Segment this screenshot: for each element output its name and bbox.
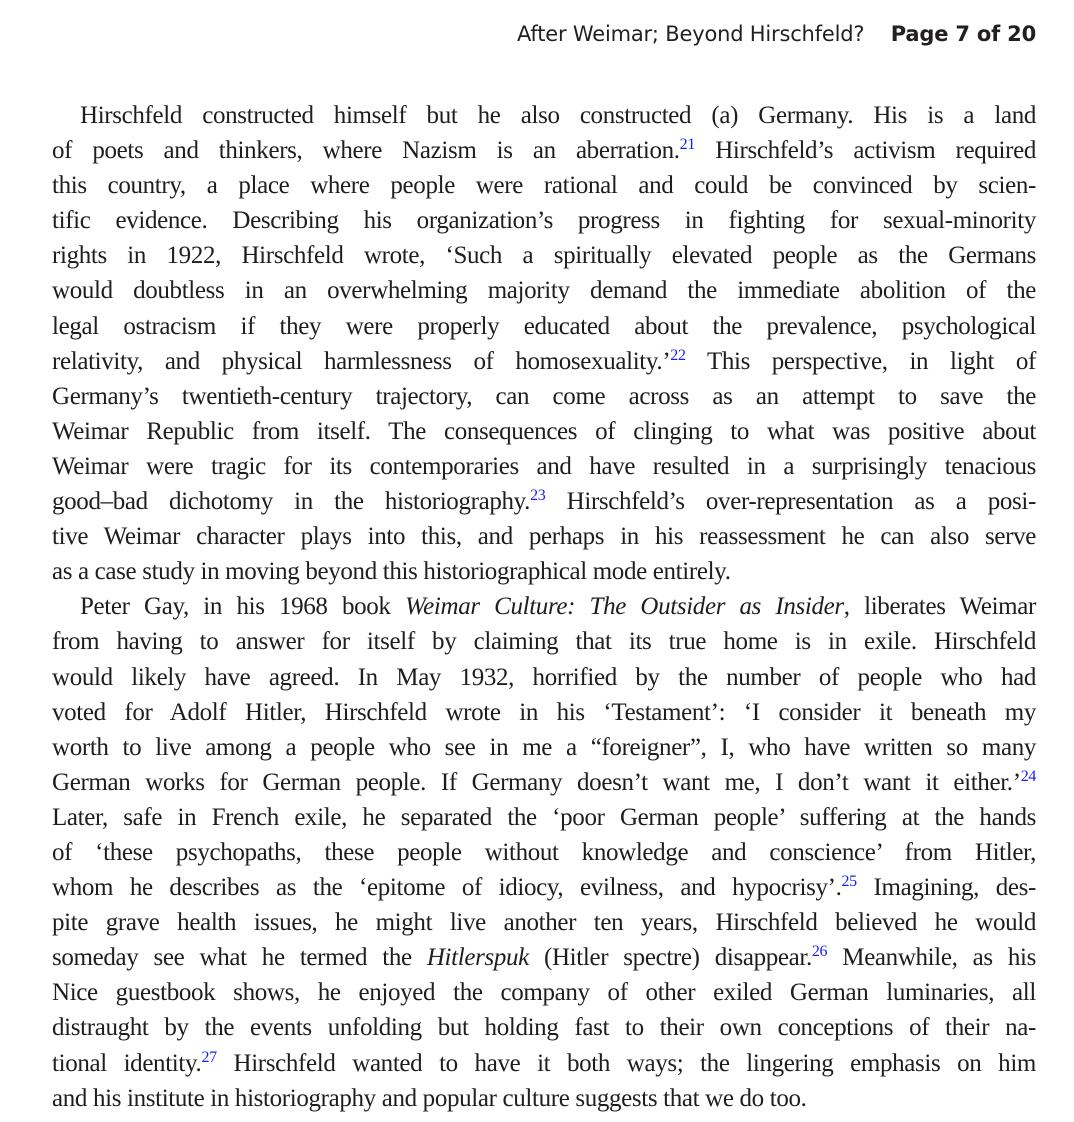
text-segment: (Hitler spectre) disappear. [528, 944, 812, 972]
text-line [52, 168, 1036, 203]
text-segment: as a case study in moving beyond this historiographical mode entirely. [52, 558, 731, 586]
text-segment: would likely have agreed. In May 1932, horrified by the number of people who had [52, 663, 1036, 691]
italic-title: Weimar Culture: The Outsider as Insider [404, 593, 844, 621]
text-segment: Later, safe in French exile, he separated the ‘poor German people’ suffering at the hands [52, 803, 1036, 831]
text-line [52, 624, 1036, 659]
text-segment: of ‘these psychopaths, these people without knowledge and conscience’ from Hitler, [52, 838, 1036, 866]
footnote-ref-22[interactable]: 22 [670, 346, 686, 364]
text-line [52, 695, 1036, 730]
text-segment: would doubtless in an overwhelming majority demand the immediate abolition of the [52, 277, 1036, 305]
text-line [52, 905, 1036, 940]
text-segment: Hirschfeld wanted to have it both ways; the lingering emphasis on him [216, 1049, 1037, 1077]
text-segment: of poets and thinkers, where Nazism is an aberration. [52, 137, 680, 165]
text-segment: Weimar Republic from itself. The consequences of clinging to what was positive about [52, 417, 1036, 445]
text-segment: this country, a place where people were rational and could be convinced by scien- [52, 172, 1036, 200]
running-header [517, 22, 1036, 46]
text-segment: from having to answer for itself by claiming that its true home is in exile. Hirschfeld [52, 628, 1036, 656]
paragraph [52, 589, 1036, 1115]
text-line [52, 519, 1036, 554]
text-line [52, 589, 1036, 624]
footnote-ref-21[interactable]: 21 [679, 136, 695, 154]
text-segment: tive Weimar character plays into this, and perhaps in his reassessment he can also serve [52, 523, 1036, 551]
text-line [52, 414, 1036, 449]
text-segment: relativity, and physical harmlessness of homosexuality.’ [52, 347, 671, 375]
text-line [52, 238, 1036, 273]
text-segment: Weimar were tragic for its contemporaries and have resulted in a surprisingly tenacious [52, 452, 1036, 480]
footnote-ref-23[interactable]: 23 [530, 487, 546, 505]
text-segment: German works for German people. If Germany doesn’t want me, I don’t want it either.’ [52, 768, 1021, 796]
text-line [52, 730, 1036, 765]
text-line [52, 309, 1036, 344]
text-segment: rights in 1922, Hirschfeld wrote, ‘Such a spiritually elevated people as the Germans [52, 242, 1036, 270]
text-line [52, 98, 1036, 133]
text-line [52, 940, 1036, 975]
text-line [52, 484, 1036, 519]
text-line [52, 273, 1036, 308]
text-segment: whom he describes as the ‘epitome of idiocy, evilness, and hypocrisy’. [52, 874, 842, 902]
text-segment: Hirschfeld’s over-representation as a posi- [545, 488, 1037, 516]
running-title: After Weimar; Beyond Hirschfeld? [516, 22, 865, 46]
footnote-ref-27[interactable]: 27 [201, 1048, 217, 1066]
text-segment: Imagining, des- [856, 874, 1037, 902]
text-line [52, 449, 1036, 484]
text-segment: legal ostracism if they were properly educated about the prevalence, psychological [52, 312, 1036, 340]
text-segment: Hirschfeld’s activism required [694, 137, 1036, 165]
text-line [52, 203, 1036, 238]
text-segment: good–bad dichotomy in the historiography. [52, 488, 531, 516]
text-line [52, 344, 1036, 379]
text-line [52, 379, 1036, 414]
text-segment: Germany’s twentieth-century trajectory, can come across as an attempt to save the [52, 382, 1036, 410]
text-line [52, 133, 1036, 168]
text-segment: Peter Gay, in his 1968 book [80, 593, 405, 621]
paragraph [52, 98, 1036, 589]
text-segment: tional identity. [52, 1049, 202, 1077]
text-line [52, 1010, 1036, 1045]
footnote-ref-25[interactable]: 25 [841, 873, 857, 891]
text-segment: This perspective, in light of [685, 347, 1036, 375]
footnote-ref-26[interactable]: 26 [811, 943, 828, 961]
text-segment: someday see what he termed the [52, 944, 427, 972]
italic-title: Hitlerspuk [426, 944, 529, 972]
text-segment: tific evidence. Describing his organization’s progress in fighting for sexual-minority [52, 207, 1036, 235]
text-segment: Nice guestbook shows, he enjoyed the company of other exiled German luminaries, all [52, 979, 1036, 1007]
text-line [52, 765, 1036, 800]
text-segment: , liberates Weimar [843, 593, 1036, 621]
text-line [52, 554, 1036, 589]
text-segment: voted for Adolf Hitler, Hirschfeld wrote in his ‘Testament’: ‘I consider it beneath my [52, 698, 1036, 726]
document-body [52, 98, 1036, 1116]
text-segment: pite grave health issues, he might live another ten years, Hirschfeld believed he would [52, 909, 1036, 937]
text-segment: Hirschfeld constructed himself but he also constructed (a) Germany. His is a land [80, 102, 1036, 129]
text-line [52, 660, 1036, 695]
text-segment: distraught by the events unfolding but holding fast to their own conceptions of their na- [52, 1014, 1036, 1042]
text-line [52, 800, 1036, 835]
footnote-ref-24[interactable]: 24 [1020, 767, 1036, 785]
text-line [52, 1081, 1036, 1116]
text-line [52, 870, 1036, 905]
text-line [52, 835, 1036, 870]
page-indicator: Page 7 of 20 [890, 22, 1036, 46]
text-line [52, 975, 1036, 1010]
text-line [52, 1046, 1036, 1081]
text-segment: worth to live among a people who see in me a “foreigner”, I, who have written so many [52, 733, 1036, 761]
text-segment: and his institute in historiography and popular culture suggests that we do too. [52, 1084, 807, 1112]
text-segment: Meanwhile, as his [827, 944, 1036, 972]
